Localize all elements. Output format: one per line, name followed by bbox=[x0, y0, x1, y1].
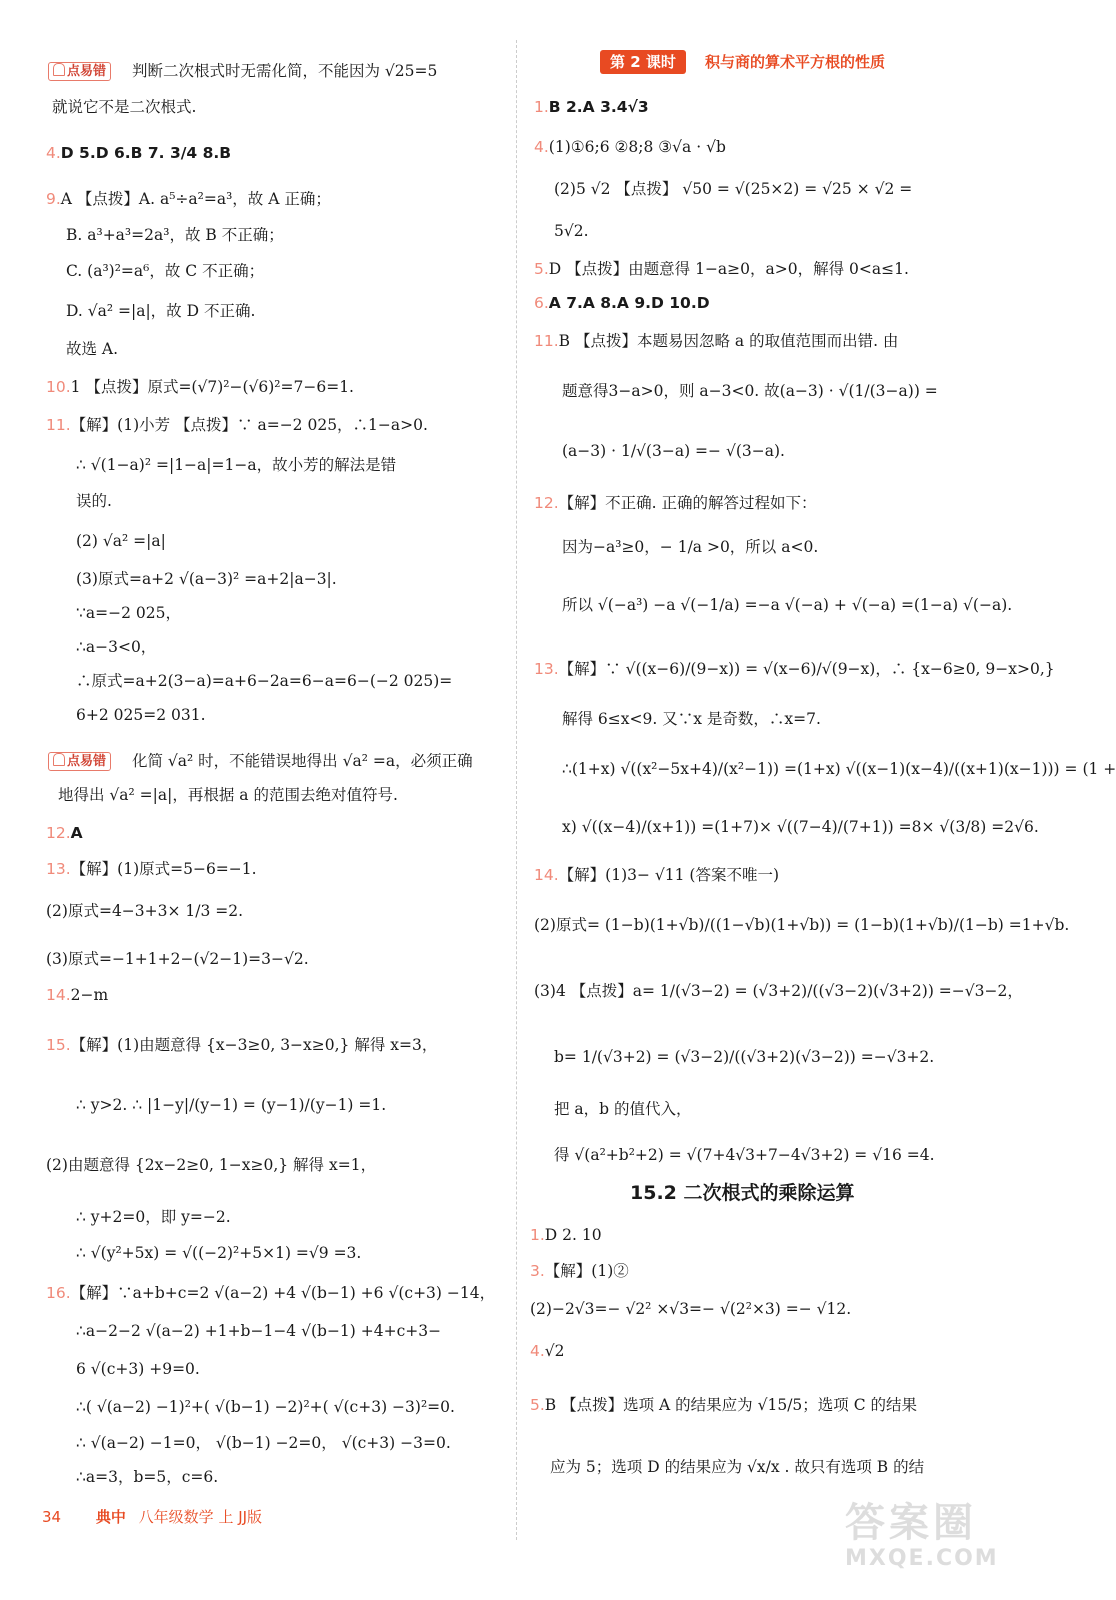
book-title: 八年级数学 上 JJ版 bbox=[138, 1508, 263, 1526]
answer-line: ∴(1+x) √((x²−5x+4)/(x²−1)) =(1+x) √((x−1)(x−4)/((x+1)(x−1))) = (1 + bbox=[562, 760, 1116, 778]
answer-line: ∴ √(y²+5x) = √((−2)²+5×1) =√9 =3. bbox=[76, 1244, 362, 1262]
answer-line: ∴ y>2. ∴ |1−y|/(y−1) = (y−1)/(y−1) =1. bbox=[76, 1096, 387, 1114]
lesson-title: 积与商的算术平方根的性质 bbox=[705, 53, 886, 71]
tag-label: 点易错 bbox=[67, 64, 107, 79]
answer-line: (2)5 √2 【点拨】 √50 = √(25×2) = √25 × √2 = bbox=[554, 180, 913, 198]
error-tag-2 bbox=[48, 752, 111, 771]
answer-line: 12.【解】不正确. 正确的解答过程如下： bbox=[534, 494, 817, 512]
answer-line: ∴( √(a−2) −1)²+( √(b−1) −2)²+( √(c+3) −3)²=0. bbox=[76, 1398, 455, 1416]
bell-icon bbox=[53, 63, 65, 76]
page-footer bbox=[42, 1506, 262, 1528]
answer-line: 5.B 【点拨】选项 A 的结果应为 √15/5；选项 C 的结果 bbox=[530, 1396, 917, 1414]
tag-label: 点易错 bbox=[67, 754, 107, 769]
column-divider bbox=[516, 40, 517, 1540]
answer-line: b= 1/(√3+2) = (√3−2)/((√3+2)(√3−2)) =−√3+2. bbox=[554, 1048, 935, 1066]
answer-line: 14.2−m bbox=[46, 986, 109, 1004]
answer-line: C. (a³)²=a⁶，故 C 不正确； bbox=[66, 262, 265, 280]
answer-line: 解得 6≤x<9. 又∵x 是奇数，∴x=7. bbox=[562, 710, 821, 728]
answer-line: (3)原式=−1+1+2−(√2−1)=3−√2. bbox=[46, 950, 309, 968]
answer-line: 10.1 【点拨】原式=(√7)²−(√6)²=7−6=1. bbox=[46, 378, 354, 396]
answer-line: 9.A 【点拨】A. a⁵÷a²=a³，故 A 正确； bbox=[46, 190, 331, 208]
answer-line: 6+2 025=2 031. bbox=[76, 706, 206, 724]
answer-line: 就说它不是二次根式. bbox=[52, 98, 197, 116]
answer-line: (2) √a² =|a| bbox=[76, 532, 166, 550]
answer-line: (2)由题意得 {2x−2≥0, 1−x≥0,} 解得 x=1， bbox=[46, 1156, 377, 1174]
answer-line: 误的. bbox=[76, 492, 112, 510]
answer-line: (2)原式=4−3+3× 1/3 =2. bbox=[46, 902, 244, 920]
answer-line: (3)4 【点拨】a= 1/(√3−2) = (√3+2)/((√3−2)(√3+2)) =−√3−2， bbox=[534, 982, 1023, 1000]
answer-line: (a−3) · 1/√(3−a) =− √(3−a). bbox=[562, 442, 785, 460]
answer-line: 4.(1)①6;6 ②8;8 ③√a · √b bbox=[534, 138, 726, 156]
answer-line: 地得出 √a² =|a|，再根据 a 的范围去绝对值符号. bbox=[58, 786, 398, 804]
answer-line: 故选 A. bbox=[66, 340, 119, 358]
error-tag-1 bbox=[48, 62, 111, 81]
answer-line: 把 a，b 的值代入， bbox=[554, 1100, 692, 1118]
answer-line: 12.A bbox=[46, 824, 83, 842]
answer-line: 6 √(c+3) +9=0. bbox=[76, 1360, 200, 1378]
answer-line: 因为−a³≥0，− 1/a >0，所以 a<0. bbox=[562, 538, 819, 556]
watermark-line-1: 答案圈 bbox=[845, 1500, 977, 1546]
answer-line: 13.【解】∵ √((x−6)/(9−x)) = √(x−6)/√(9−x)，∴ {x−6≥0, 9−x>0,} bbox=[534, 660, 1055, 678]
lesson-badge: 第 2 课时 bbox=[600, 50, 686, 74]
answer-line: 3.【解】(1)② bbox=[530, 1262, 629, 1280]
answer-line: B. a³+a³=2a³，故 B 不正确； bbox=[66, 226, 284, 244]
watermark-line-2: MXQE.COM bbox=[845, 1546, 999, 1571]
answer-line: ∴原式=a+2(3−a)=a+6−2a=6−a=6−(−2 025)= bbox=[76, 672, 453, 690]
answer-line: 14.【解】(1)3− √11 (答案不唯一) bbox=[534, 866, 780, 884]
answer-line: 11.【解】(1)小芳 【点拨】∵ a=−2 025，∴1−a>0. bbox=[46, 416, 428, 434]
watermark bbox=[845, 1500, 999, 1582]
answer-line: (2)原式= (1−b)(1+√b)/((1−√b)(1+√b)) = (1−b)(1+√b)/(1−b) =1+√b. bbox=[534, 916, 1070, 934]
answer-line: 题意得3−a>0，则 a−3<0. 故(a−3) · √(1/(3−a)) = bbox=[562, 382, 938, 400]
answer-line: ∴ y+2=0，即 y=−2. bbox=[76, 1208, 231, 1226]
answer-line: 5.D 【点拨】由题意得 1−a≥0，a>0，解得 0<a≤1. bbox=[534, 260, 909, 278]
answer-line: ∴a−3<0， bbox=[76, 638, 157, 656]
answer-line: 13.【解】(1)原式=5−6=−1. bbox=[46, 860, 257, 878]
answer-line: 判断二次根式时无需化简，不能因为 √25=5 bbox=[132, 62, 438, 80]
section-title: 15.2 二次根式的乘除运算 bbox=[630, 1182, 855, 1204]
answer-line: D. √a² =|a|，故 D 不正确. bbox=[66, 302, 256, 320]
answer-line: 15.【解】(1)由题意得 {x−3≥0, 3−x≥0,} 解得 x=3， bbox=[46, 1036, 438, 1054]
answer-line: 5√2. bbox=[554, 222, 589, 240]
answer-line: 1.D 2. 10 bbox=[530, 1226, 602, 1244]
answer-line: 11.B 【点拨】本题易因忽略 a 的取值范围而出错. 由 bbox=[534, 332, 899, 350]
page-number: 34 bbox=[42, 1508, 62, 1526]
brand-logo: 典中 bbox=[95, 1508, 126, 1526]
answer-line: ∴a−2−2 √(a−2) +1+b−1−4 √(b−1) +4+c+3− bbox=[76, 1322, 442, 1340]
answer-line: ∵a=−2 025， bbox=[76, 604, 181, 622]
answer-line: 6.A 7.A 8.A 9.D 10.D bbox=[534, 294, 710, 312]
answer-line: (3)原式=a+2 √(a−3)² =a+2|a−3|. bbox=[76, 570, 337, 588]
answer-line: 4.D 5.D 6.B 7. 3/4 8.B bbox=[46, 144, 232, 162]
bell-icon bbox=[53, 753, 65, 766]
answer-line: 得 √(a²+b²+2) = √(7+4√3+7−4√3+2) = √16 =4. bbox=[554, 1146, 935, 1164]
answer-line: 1.B 2.A 3.4√3 bbox=[534, 98, 649, 116]
answer-line: x) √((x−4)/(x+1)) =(1+7)× √((7−4)/(7+1)) =8× √(3/8) =2√6. bbox=[562, 818, 1039, 836]
answer-line: (2)−2√3=− √2² ×√3=− √(2²×3) =− √12. bbox=[530, 1300, 852, 1318]
answer-line: ∴ √(1−a)² =|1−a|=1−a，故小芳的解法是错 bbox=[76, 456, 397, 474]
answer-line: 4.√2 bbox=[530, 1342, 565, 1360]
answer-line: 所以 √(−a³) −a √(−1/a) =−a √(−a) + √(−a) =(1−a) √(−a). bbox=[562, 596, 1013, 614]
answer-line: 应为 5；选项 D 的结果应为 √x/x . 故只有选项 B 的结 bbox=[550, 1458, 925, 1476]
answer-line: 16.【解】∵a+b+c=2 √(a−2) +4 √(b−1) +6 √(c+3) −14， bbox=[46, 1284, 496, 1302]
answer-line: ∴a=3，b=5，c=6. bbox=[76, 1468, 219, 1486]
answer-line: ∴ √(a−2) −1=0， √(b−1) −2=0， √(c+3) −3=0. bbox=[76, 1434, 451, 1452]
answer-line: 化简 √a² 时，不能错误地得出 √a² =a，必须正确 bbox=[132, 752, 473, 770]
